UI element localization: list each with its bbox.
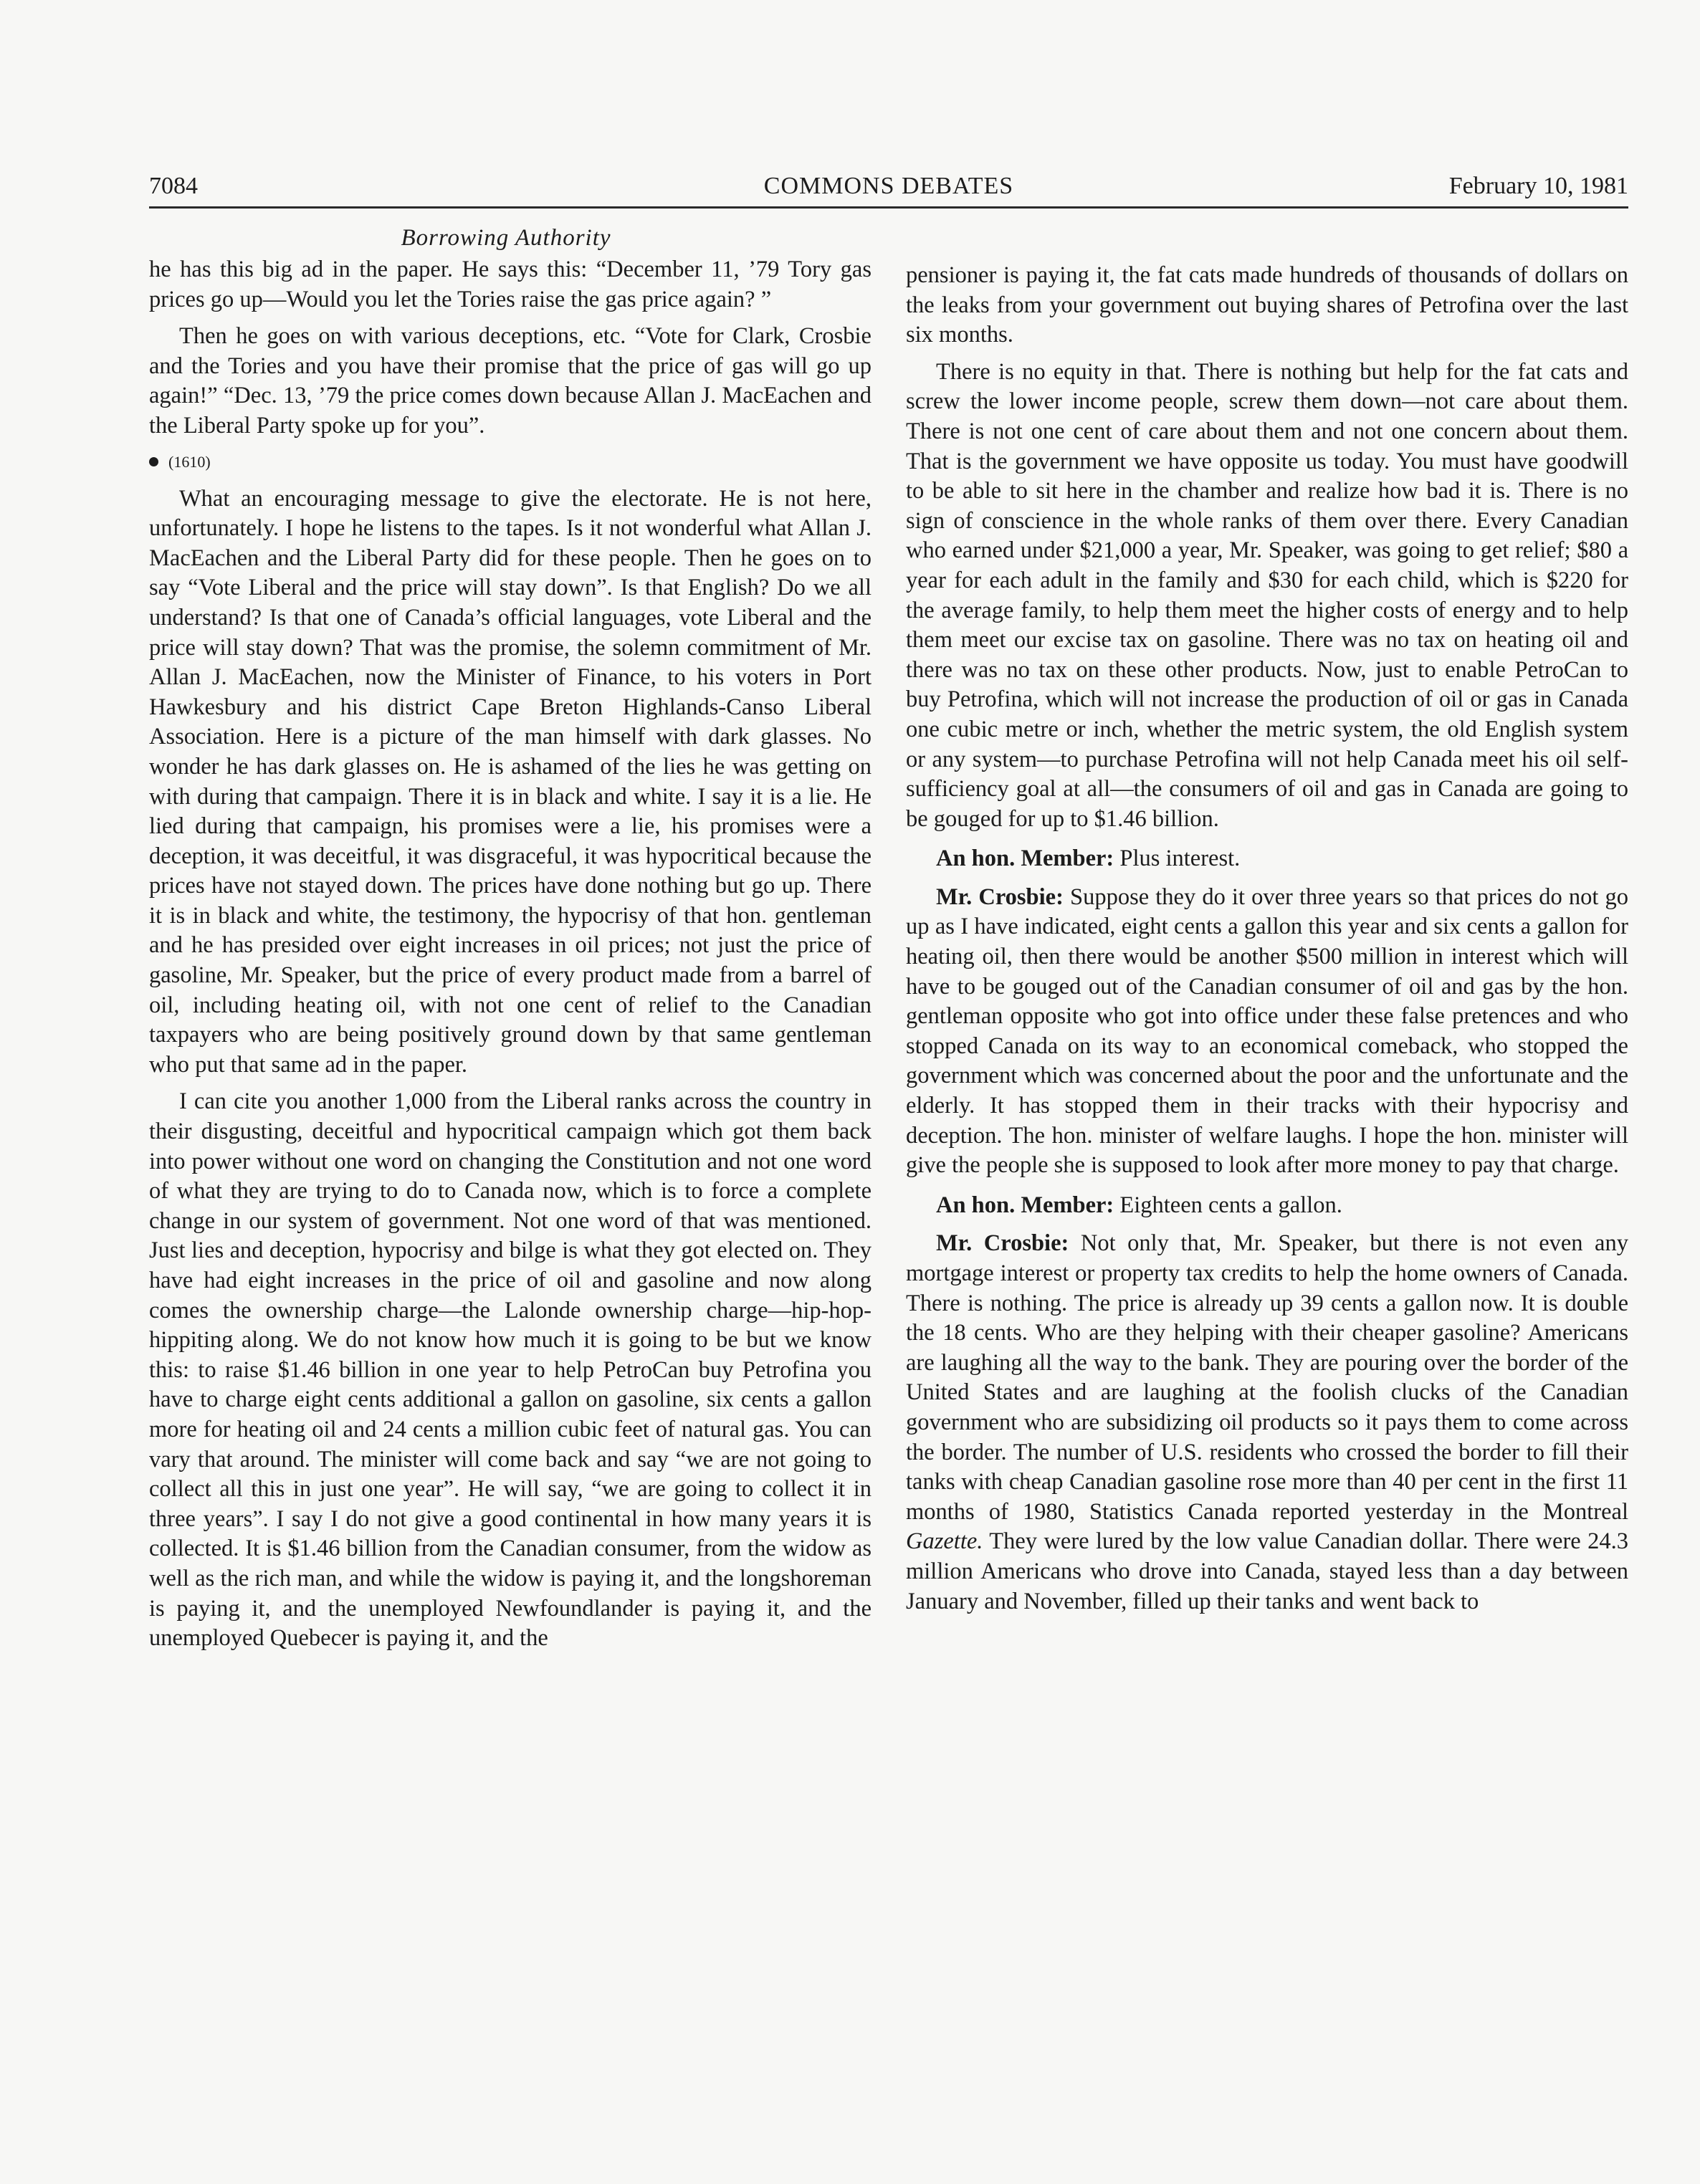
speech-text: Plus interest. bbox=[1114, 846, 1241, 872]
speaker-name: Mr. Crosbie: bbox=[936, 1230, 1069, 1257]
speech-text: Eighteen cents a gallon. bbox=[1114, 1192, 1342, 1218]
time-marker bbox=[149, 451, 872, 473]
speech bbox=[906, 844, 1628, 874]
paragraph: There is no equity in that. There is nothing but help for the fat cats and screw the lower income people, screw them down—not care about them. There is not one cent of care about them and not one concern about them. That is the government we have opposite us today. You must have goodwill to be able to sit here in the chamber and realize how bad it is. There is no sign of conscience in the whole ranks of them over there. Every Canadian who earned under $21,000 a year, Mr. Speaker, was going to get relief; $80 a year for each adult in the family and $30 for each child, which is $220 for the average family, to help them meet the higher costs of energy and to help them meet our excise tax on gasoline. There was no tax on heating oil and there was no tax on these other products. Now, just to enable PetroCan to buy Petrofina, which will not increase the production of oil or gas in Canada one cubic metre or inch, whether the metric system, the old English system or any system—to purchase Petrofina will not help Canada meet his oil self-sufficiency goal at all—the consumers of oil and gas in Canada are going to be gouged for up to $1.46 billion. bbox=[906, 358, 1628, 832]
left-column bbox=[149, 255, 872, 1654]
speech bbox=[906, 883, 1628, 1181]
section-title: Borrowing Authority bbox=[401, 225, 611, 251]
page-date: February 10, 1981 bbox=[1448, 173, 1628, 199]
newspaper-name: Gazette. bbox=[906, 1528, 983, 1555]
publication-title: COMMONS DEBATES bbox=[763, 173, 1014, 199]
time-marker-label: (1610) bbox=[168, 452, 211, 471]
running-header bbox=[149, 166, 1628, 209]
speech bbox=[906, 1191, 1628, 1221]
paragraph: I can cite you another 1,000 from the Liberal ranks across the country in their disgusting, deceitful and hypocritical campaign which got them back into power without one word on changing the Constitution and not one word of what they are trying to do to Canada now, which is to force a complete change in our system of government. Not one word of that was mentioned. Just lies and deception, hypocrisy and bilge is what they got elected on. They have had eight increases in the price of oil and gasoline and now along comes the ownership charge—the Lalonde ownership charge—hip-hop-hippiting along. We do not know how much it is going to be but we know this: to raise $1.46 billion in one year to help PetroCan buy Petrofina you have to charge eight cents additional a gallon on gasoline, six cents a gallon more for heating oil and 24 cents a million cubic feet of natural gas. You can vary that around. The minister will come back and say “we are not going to collect all this in just one year”. He will say, “we are going to collect it in three years”. I say I do not give a good continental in how many years it is collected. It is $1.46 billion from the Canadian consumer, from the widow as well as the rich man, and while the widow is paying it, and the longshoreman is paying it, and the unemployed Newfoundlander is paying it, and the unemployed Quebecer is paying it, and the bbox=[149, 1088, 872, 1652]
bullet-icon bbox=[149, 457, 158, 466]
speaker-name: Mr. Crosbie: bbox=[936, 883, 1064, 910]
speech-text: Suppose they do it over three years so that prices do not go up as I have indicated, eight cents a gallon this year and six cents a gallon for heating oil, then there would be another $500 million in interest which will have to be gouged out of the Canadian consumer of oil and gas by the hon. gentleman opposite who got into office under these false pretences and who stopped Canada on its way to an economical comeback, who stopped the government which was concerned about the poor and the unfortunate and the elderly. It has stopped them in their tracks with their hypocrisy and deception. The hon. minister of welfare laughs. I hope the hon. minister will give the people she is supposed to look after more money to pay that charge. bbox=[906, 883, 1628, 1179]
paragraph: he has this big ad in the paper. He says this: “December 11, ’79 Tory gas prices go up—Would you let the Tories raise the gas price again? ” bbox=[149, 257, 872, 312]
paragraph: What an encouraging message to give the electorate. He is not here, unfortunately. I hope he listens to the tapes. Is it not wonderful what Allan J. MacEachen and the Liberal Party did for these people. Then he goes on to say “Vote Liberal and the price will stay down”. Is that English? Do we all understand? Is that one of Canada’s official languages, vote Liberal and the price will stay down? That was the promise, the solemn commitment of Mr. Allan J. MacEachen, now the Minister of Finance, to his voters in Port Hawkesbury and his district Cape Breton Highlands-Canso Liberal Association. Here is a picture of the man himself with dark glasses. No wonder he has dark glasses on. He is ashamed of the lies he was getting on with during that campaign. There it is in black and white. I say it is a lie. He lied during that campaign, his promises were a lie, his promises were a deception, it was deceitful, it was disgraceful, it was hypocritical because the prices have not stayed down. The prices have done nothing but go up. There it is in black and white, the testimony, the hypocrisy of that hon. gentleman and he has presided over eight increases in oil prices; not just the price of gasoline, Mr. Speaker, but the price of every product made from a barrel of oil, including heating oil, with not one cent of relief to the Canadian taxpayers who are being positively ground down by that same gentleman who put that same ad in the paper. bbox=[149, 485, 872, 1078]
speech bbox=[906, 1229, 1628, 1617]
paragraph: Then he goes on with various deceptions, etc. “Vote for Clark, Crosbie and the Tories and you have their promise that the price of gas will go up again!” “Dec. 13, ’79 the price comes down because Allan J. MacEachen and the Liberal Party spoke up for you”. bbox=[149, 323, 872, 439]
speech-text: Not only that, Mr. Speaker, but there is not even any mortgage interest or property tax credits to help the home owners of Canada. There is nothing. The price is already up 39 cents a gallon now. It is double the 18 cents. Who are they helping with their cheaper gasoline? Americans are laughing all the way to the bank. They are pouring over the border of the United States and are laughing at the foolish clucks of the Canadian government who are subsidizing oil products so it pays them to come across the border. The number of U.S. residents who crossed the border to fill their tanks with cheap Canadian gasoline rose more than 40 per cent in the first 11 months of 1980, Statistics Canada reported yesterday in the Montreal bbox=[906, 1230, 1628, 1525]
right-column bbox=[906, 261, 1628, 1617]
page-number: 7084 bbox=[149, 173, 198, 199]
paragraph: pensioner is paying it, the fat cats made hundreds of thousands of dollars on the leaks from your government out buying shares of Petrofina over the last six months. bbox=[906, 262, 1628, 348]
speaker-name: An hon. Member: bbox=[936, 1192, 1114, 1218]
speech-text: They were lured by the low value Canadian dollar. There were 24.3 million Americans who drove into Canada, stayed less than a day between January and November, filled up their tanks and went back to bbox=[906, 1528, 1628, 1614]
speaker-name: An hon. Member: bbox=[936, 846, 1114, 872]
